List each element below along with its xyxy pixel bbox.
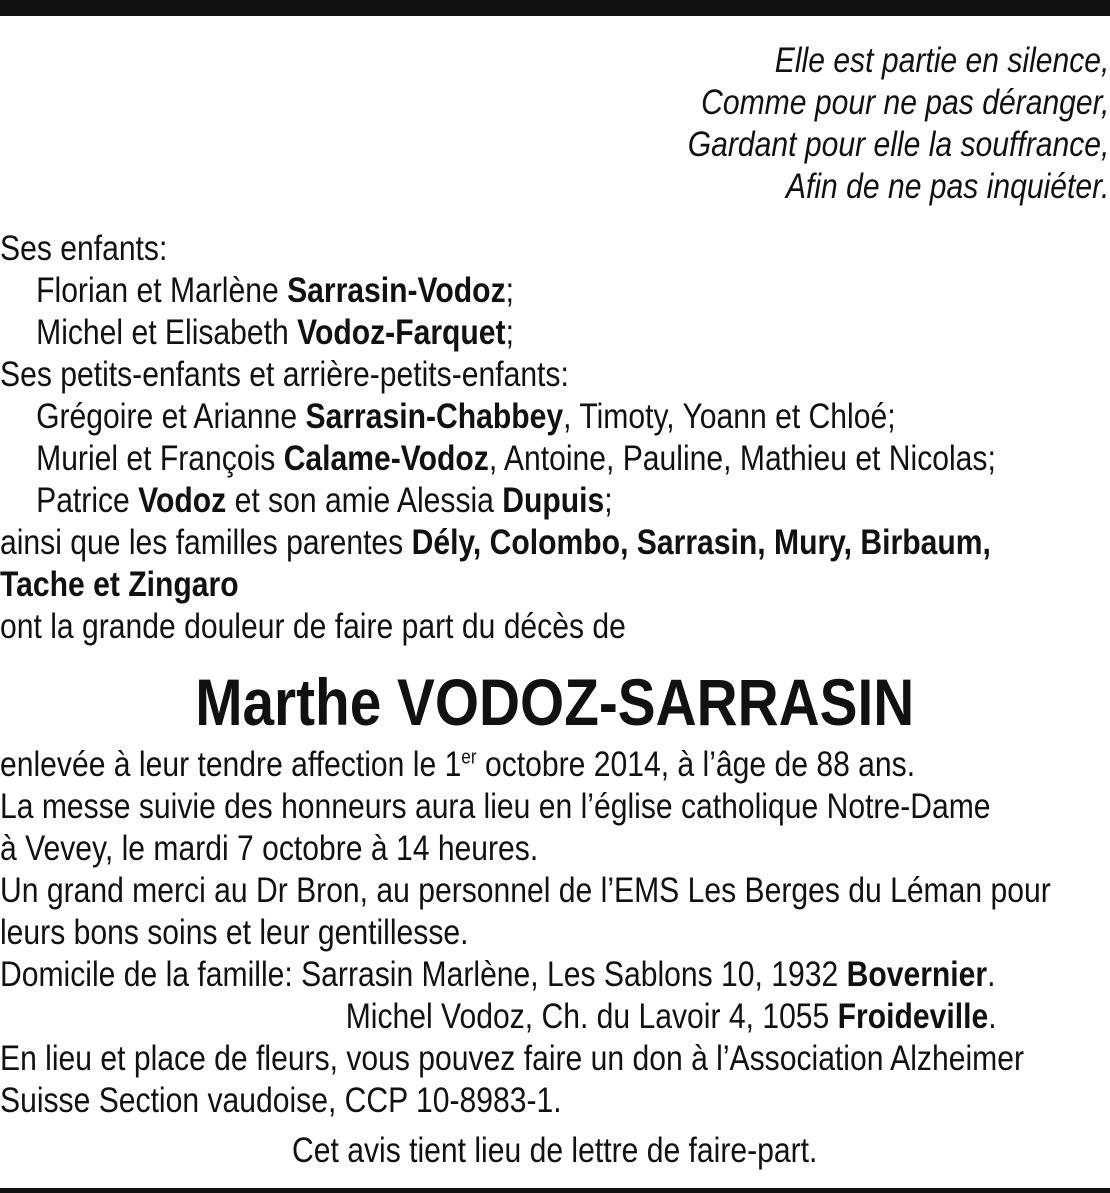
details (0, 744, 1109, 1122)
poem (0, 40, 1109, 208)
donation-line: En lieu et place de fleurs, vous pouvez faire un don à l’Association Alzheimer (0, 1039, 1024, 1078)
grandchild-line: Muriel et François Calame-Vodoz, Antoine, Pauline, Mathieu et Nicolas; (36, 439, 996, 478)
deceased-name: Marthe VODOZ-SARRASIN (195, 665, 915, 739)
grandchild-line: Grégoire et Arianne Sarrasin-Chabbey, Timoty, Yoann et Chloé; (36, 397, 896, 436)
child-line: Florian et Marlène Sarrasin-Vodoz; (36, 271, 514, 310)
obituary-notice (0, 40, 1110, 1172)
mass-line: La messe suivie des honneurs aura lieu en l’église catholique Notre-Dame (0, 787, 991, 826)
thanks-line: leurs bons soins et leur gentillesse. (0, 913, 469, 952)
relatives-line: Tache et Zingaro (0, 565, 239, 604)
poem-line: Elle est partie en silence, (774, 41, 1110, 80)
announcement: ont la grande douleur de faire part du décès de (0, 607, 626, 646)
poem-line: Comme pour ne pas déranger, (701, 83, 1110, 122)
grandchildren-heading: Ses petits-enfants et arrière-petits-enfants: (0, 355, 569, 394)
family-list (0, 228, 1109, 648)
domicile-line: Domicile de la famille: Sarrasin Marlène, Les Sablons 10, 1932 Bovernier. (0, 955, 996, 994)
grandchild-line: Patrice Vodoz et son amie Alessia Dupuis; (36, 481, 613, 520)
poem-line: Afin de ne pas inquiéter. (785, 167, 1110, 206)
bottom-rule (0, 1188, 1110, 1193)
children-heading: Ses enfants: (0, 229, 168, 268)
top-rule (0, 0, 1110, 16)
death-line: enlevée à leur tendre affection le 1er octobre 2014, à l’âge de 88 ans. (0, 745, 916, 784)
relatives-line: ainsi que les familles parentes Dély, Colombo, Sarrasin, Mury, Birbaum, (0, 523, 991, 562)
thanks-line: Un grand merci au Dr Bron, au personnel de l’EMS Les Berges du Léman pour (0, 871, 1051, 910)
domicile-line: Michel Vodoz, Ch. du Lavoir 4, 1055 Froideville. (345, 997, 997, 1036)
mass-line: à Vevey, le mardi 7 octobre à 14 heures. (0, 829, 539, 868)
poem-line: Gardant pour elle la souffrance, (687, 125, 1110, 164)
closing-note: Cet avis tient lieu de lettre de faire-part. (292, 1131, 818, 1170)
donation-line: Suisse Section vaudoise, CCP 10-8983-1. (0, 1081, 562, 1120)
child-line: Michel et Elisabeth Vodoz-Farquet; (36, 313, 514, 352)
